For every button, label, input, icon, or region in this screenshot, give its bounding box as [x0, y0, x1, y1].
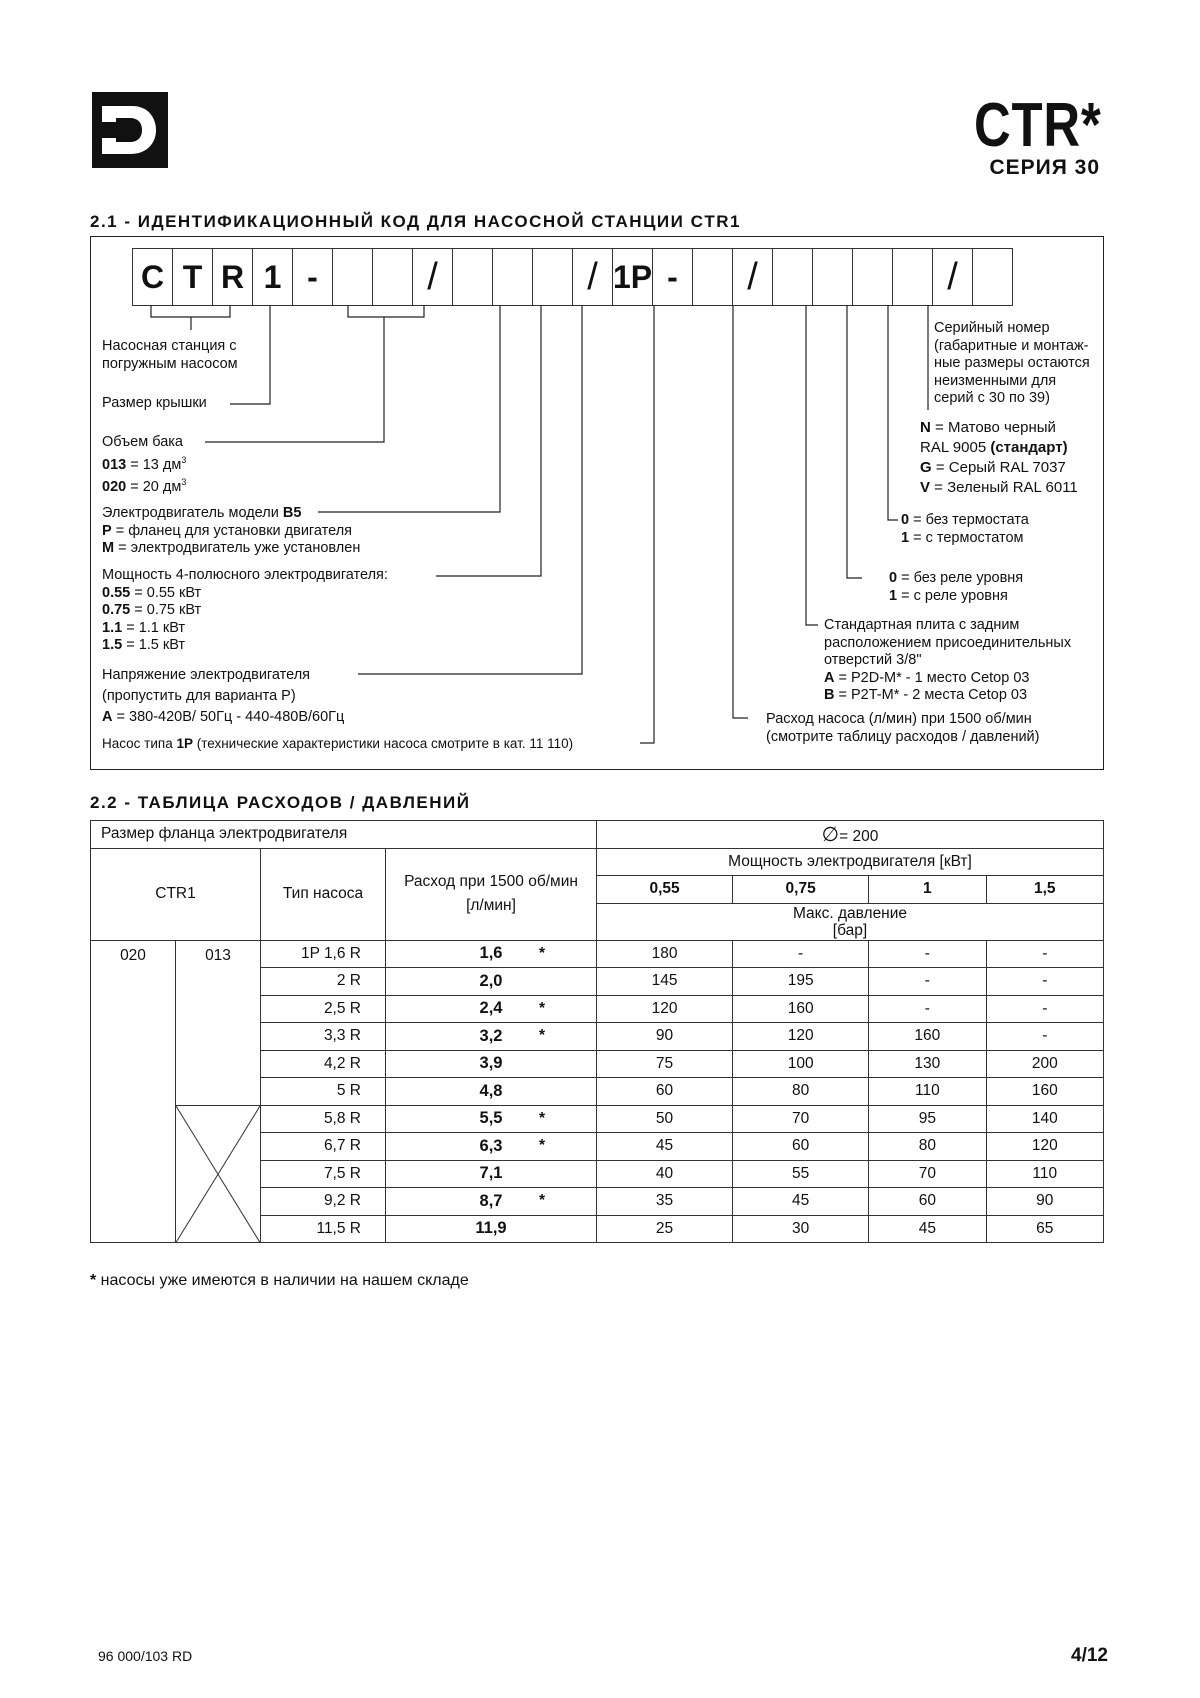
section-title-table: 2.2 - ТАБЛИЦА РАСХОДОВ / ДАВЛЕНИЙ [90, 793, 471, 812]
flow-value: 3,2 [479, 1026, 503, 1045]
header-max-pressure: Макс. давление [бар] [597, 903, 1104, 940]
pump-type-cell: 11,5 R [261, 1215, 386, 1243]
pressure-cell: - [986, 995, 1103, 1023]
pressure-cell: - [733, 940, 869, 968]
pressure-cell: 160 [733, 995, 869, 1023]
flow-cell [386, 1078, 597, 1106]
pressure-cell: 30 [733, 1215, 869, 1243]
pump-type-cell: 2,5 R [261, 995, 386, 1023]
code-cell: / [932, 248, 973, 306]
pump-type-cell: 4,2 R [261, 1050, 386, 1078]
code-cell: / [732, 248, 773, 306]
label-plate: Стандартная плита с задним расположением присоединительных отверстий 3/8" A = P2D-M* - 1 место Cetop 03 B = P2T-M* - 2 места Cetop 03 [824, 617, 1072, 703]
code-cell: 1P [612, 248, 653, 306]
flow-cell [386, 1050, 597, 1078]
pressure-cell: 140 [986, 1105, 1103, 1133]
flow-value: 1,6 [479, 944, 503, 963]
pressure-cell: 50 [597, 1105, 733, 1133]
flow-value: 3,9 [479, 1054, 503, 1073]
label-motor: Электродвигатель модели B5 P = фланец для установки двигателя M = электродвигатель уже установлен [102, 505, 361, 556]
flow-cell [386, 1215, 597, 1243]
code-cell: / [412, 248, 453, 306]
pump-type-cell: 9,2 R [261, 1188, 386, 1216]
flow-value: 5,5 [479, 1109, 503, 1128]
pump-type-cell: 6,7 R [261, 1133, 386, 1161]
star-icon: * [90, 1272, 97, 1289]
ctr-020-cell: 020 [91, 940, 176, 1243]
label-color: N = Матово черный RAL 9005 (стандарт) G = Серый RAL 7037 V = Зеленый RAL 6011 [920, 419, 1078, 496]
section-title-code: 2.1 - ИДЕНТИФИКАЦИОННЫЙ КОД ДЛЯ НАСОСНОЙ СТАНЦИИ CTR1 [90, 212, 741, 231]
label-pump-type: Насос типа 1P (технические характеристики насоса смотрите в кат. 11 110) [102, 736, 574, 751]
flow-value: 2,0 [479, 971, 503, 990]
pressure-cell: - [869, 968, 986, 996]
flow-pressure-table [90, 820, 1104, 1243]
pressure-cell: 110 [986, 1160, 1103, 1188]
pump-type-cell: 1P 1,6 R [261, 940, 386, 968]
pressure-cell: - [986, 940, 1103, 968]
label-lid: Размер крышки [102, 395, 207, 411]
pressure-cell: - [869, 995, 986, 1023]
pressure-cell: 90 [986, 1188, 1103, 1216]
pressure-cell: 80 [869, 1133, 986, 1161]
pressure-cell: 45 [733, 1188, 869, 1216]
pressure-cell: 35 [597, 1188, 733, 1216]
power-col-header: 0,55 [597, 876, 733, 904]
pressure-cell: 120 [986, 1133, 1103, 1161]
flow-value: 4,8 [479, 1081, 503, 1100]
pressure-cell: 25 [597, 1215, 733, 1243]
flow-cell [386, 940, 597, 968]
ctr-013-cell: 013 [176, 940, 261, 1105]
page-number: 4/12 [1071, 1645, 1108, 1666]
not-available-cross [176, 1105, 261, 1243]
header-ctr1: CTR1 [91, 848, 261, 940]
pressure-cell: 120 [733, 1023, 869, 1051]
flow-value: 6,3 [479, 1136, 503, 1155]
pressure-cell: 70 [869, 1160, 986, 1188]
pressure-cell: 90 [597, 1023, 733, 1051]
label-flow: Расход насоса (л/мин) при 1500 об/мин (смотрите таблицу расходов / давлений) [766, 711, 1040, 745]
star-icon: * [539, 1027, 546, 1044]
pressure-cell: 75 [597, 1050, 733, 1078]
pressure-cell: 60 [597, 1078, 733, 1106]
label-power: Мощность 4-полюсного электродвигателя: 0.55 = 0.55 кВт 0.75 = 0.75 кВт 1.1 = 1.1 кВт 1.5 = 1.5 кВт [102, 567, 388, 653]
header-pump-type: Тип насоса [261, 848, 386, 940]
label-thermostat: 0 = без термостата 1 = с термостатом [901, 512, 1029, 546]
code-cell: - [292, 248, 333, 306]
power-col-header: 0,75 [733, 876, 869, 904]
star-icon: * [539, 1109, 546, 1127]
pump-type-cell: 2 R [261, 968, 386, 996]
power-col-header: 1 [869, 876, 986, 904]
pressure-cell: - [869, 940, 986, 968]
pressure-cell: 160 [986, 1078, 1103, 1106]
flow-cell [386, 995, 597, 1023]
document-code: 96 000/103 RD [98, 1648, 193, 1664]
flange-label: Размер фланца электродвигателя [91, 821, 597, 849]
star-icon: * [539, 999, 546, 1017]
pressure-cell: 180 [597, 940, 733, 968]
pressure-cell: 60 [869, 1188, 986, 1216]
pressure-cell: 195 [733, 968, 869, 996]
flow-cell [386, 1133, 597, 1161]
power-col-header: 1,5 [986, 876, 1103, 904]
label-tank: Объем бака 013 = 13 $дм^3$ 020 = 20 $дм^3$ [102, 434, 187, 495]
cross-icon [176, 1106, 260, 1243]
label-level-relay: 0 = без реле уровня 1 = с реле уровня [889, 570, 1024, 604]
product-title: CTR* [974, 91, 1102, 160]
code-cell: C [132, 248, 173, 306]
code-cell: R [212, 248, 253, 306]
star-icon: * [539, 944, 546, 962]
header-power: Мощность электродвигателя [кВт] [597, 848, 1104, 876]
pump-type-cell: 3,3 R [261, 1023, 386, 1051]
pump-type-cell: 7,5 R [261, 1160, 386, 1188]
pressure-cell: 95 [869, 1105, 986, 1133]
flow-value: 11,9 [475, 1219, 507, 1238]
flow-cell [386, 968, 597, 996]
code-cell: - [652, 248, 693, 306]
pressure-cell: 120 [597, 995, 733, 1023]
flow-value: 7,1 [479, 1164, 503, 1183]
star-icon: * [539, 1137, 546, 1154]
pressure-cell: 55 [733, 1160, 869, 1188]
diameter-cell: ∅= 200 [597, 821, 1104, 849]
pressure-cell: 160 [869, 1023, 986, 1051]
code-cell: 1 [252, 248, 293, 306]
pressure-cell: 60 [733, 1133, 869, 1161]
table-row [91, 1105, 1104, 1133]
pressure-cell: 200 [986, 1050, 1103, 1078]
table-row [91, 940, 1104, 968]
pressure-cell: - [986, 968, 1103, 996]
flow-cell [386, 1188, 597, 1216]
pump-type-cell: 5 R [261, 1078, 386, 1106]
pressure-cell: 70 [733, 1105, 869, 1133]
flow-cell [386, 1160, 597, 1188]
flow-value: 8,7 [479, 1191, 503, 1210]
pressure-cell: 40 [597, 1160, 733, 1188]
flow-value: 2,4 [479, 999, 503, 1018]
header-flow: Расход при 1500 об/мин [л/мин] [386, 848, 597, 940]
code-cell: T [172, 248, 213, 306]
pressure-cell: 145 [597, 968, 733, 996]
pressure-cell: 80 [733, 1078, 869, 1106]
label-voltage: Напряжение электродвигателя (пропустить для варианта P) A = 380-420В/ 50Гц - 440-480В/60Гц [102, 667, 345, 725]
pump-type-cell: 5,8 R [261, 1105, 386, 1133]
pressure-cell: 110 [869, 1078, 986, 1106]
series-label: СЕРИЯ 30 [989, 156, 1100, 179]
pressure-cell: 45 [597, 1133, 733, 1161]
code-cell: / [572, 248, 613, 306]
star-icon: * [539, 1192, 546, 1209]
label-station: Насосная станция с погружным насосом [102, 338, 238, 372]
flow-cell [386, 1105, 597, 1133]
label-serial: Серийный номер (габаритные и монтаж- ные размеры остаются неизменными для серий с 30 по 39) [934, 320, 1090, 406]
pressure-cell: 45 [869, 1215, 986, 1243]
pressure-cell: 130 [869, 1050, 986, 1078]
footnote: * насосы уже имеются в наличии на нашем складе [90, 1272, 469, 1289]
diameter-icon: ∅ [821, 823, 840, 846]
pressure-cell: - [986, 1023, 1103, 1051]
flow-cell [386, 1023, 597, 1051]
pressure-cell: 65 [986, 1215, 1103, 1243]
pressure-cell: 100 [733, 1050, 869, 1078]
